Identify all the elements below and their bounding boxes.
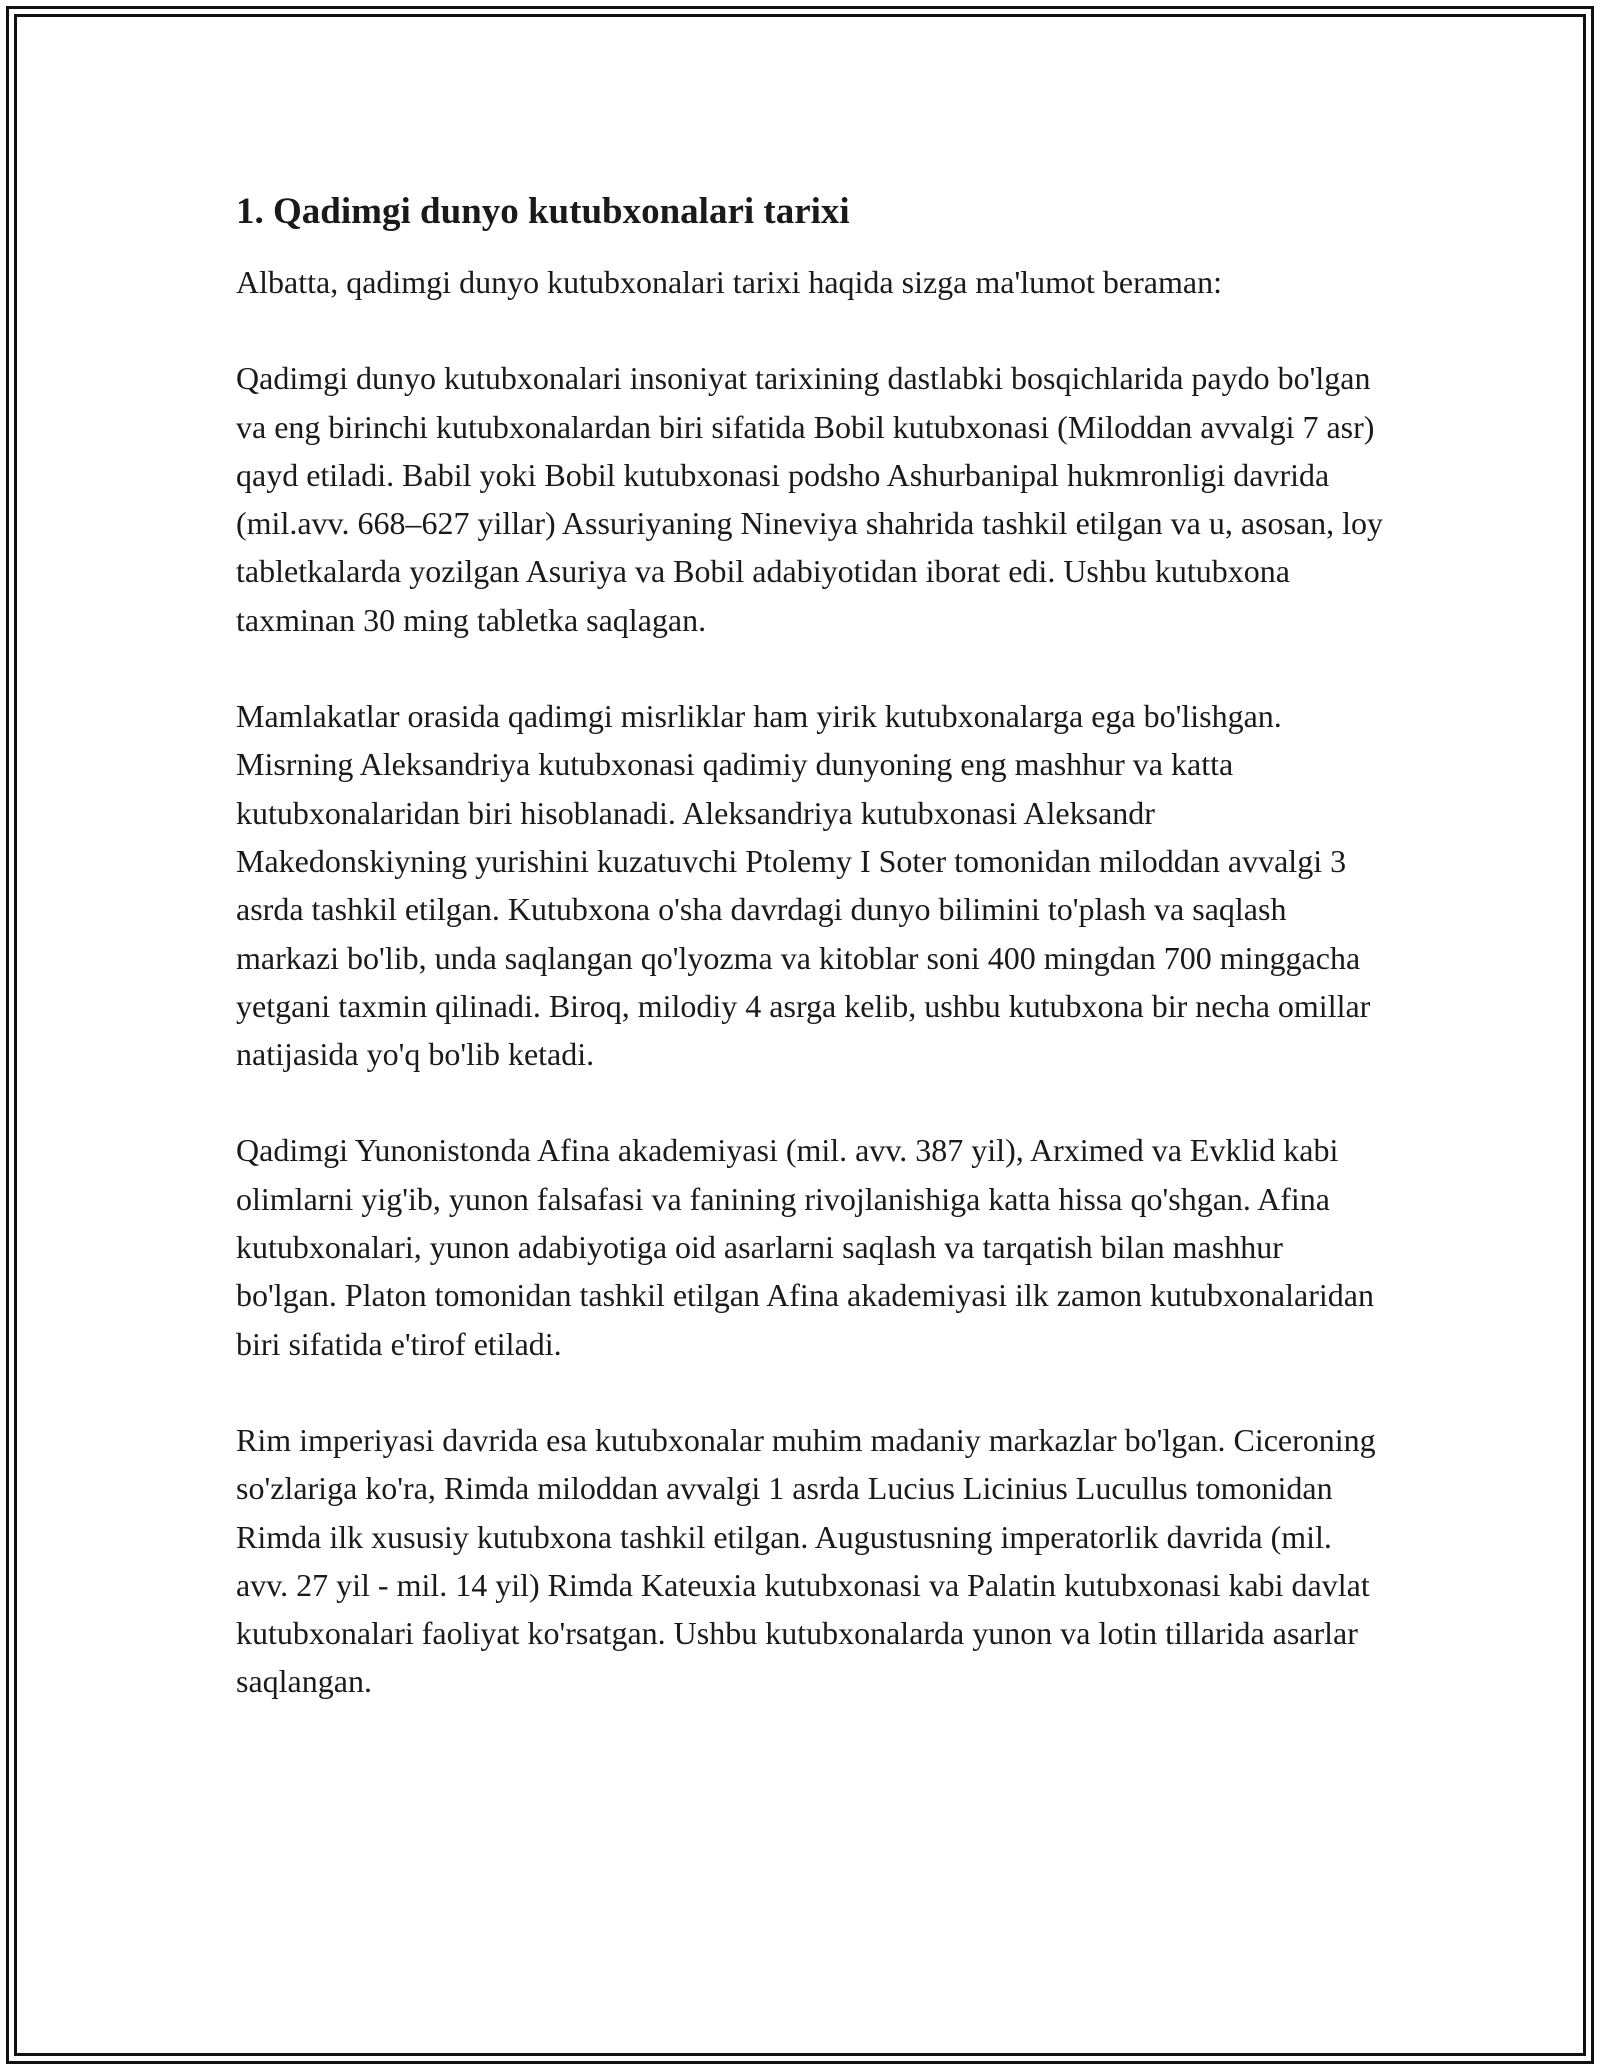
document-title: 1. Qadimgi dunyo kutubxonalari tarixi <box>236 191 850 232</box>
paragraph-rome-libraries: Rim imperiyasi davrida esa kutubxonalar muhim madaniy markazlar bo'lgan. Ciceroning so'zlariga ko'ra, Rimda miloddan avvalgi 1 asrda Lucius Licinius Lucullus tomonidan Rimda ilk xususiy kutubxona tashkil etilgan. Augustusning imperatorlik davrida (mil. avv. 27 yil - mil. 14 yil) Rimda Kateuxia kutubxonasi va Palatin kutubxonasi kabi davlat kutubxonalari faoliyat ko'rsatgan. Ushbu kutubxonalarda yunon va lotin tillarida asarlar saqlangan. <box>236 1421 1376 1700</box>
document-body <box>236 188 1386 1754</box>
intro-paragraph: Albatta, qadimgi dunyo kutubxonalari tarixi haqida sizga ma'lumot beraman: <box>236 264 1222 300</box>
paragraph-afina-academy: Qadimgi Yunonistonda Afina akademiyasi (mil. avv. 387 yil), Arximed va Evklid kabi olimlarni yig'ib, yunon falsafasi va fanining rivojlanishiga katta hissa qo'shgan. Afina kutubxonalari, yunon adabiyotiga oid asarlarni saqlash va tarqatish bilan mashhur bo'lgan. Platon tomonidan tashkil etilgan Afina akademiyasi ilk zamon kutubxonalaridan biri sifatida e'tirof etiladi. <box>236 1132 1374 1362</box>
paragraph-aleksandriya-library: Mamlakatlar orasida qadimgi misrliklar ham yirik kutubxonalarga ega bo'lishgan. Misrning Aleksandriya kutubxonasi qadimiy dunyoning eng mashhur va katta kutubxonalaridan biri hisoblanadi. Aleksandriya kutubxonasi Aleksandr Makedonskiyning yurishini kuzatuvchi Ptolemy I Soter tomonidan miloddan avvalgi 3 asrda tashkil etilgan. Kutubxona o'sha davrdagi dunyo bilimini to'plash va saqlash markazi bo'lib, unda saqlangan qo'lyozma va kitoblar soni 400 mingdan 700 minggacha yetgani taxmin qilinadi. Biroq, milodiy 4 asrga kelib, ushbu kutubxona bir necha omillar natijasida yo'q bo'lib ketadi. <box>236 698 1371 1073</box>
paragraph-bobil-library: Qadimgi dunyo kutubxonalari insoniyat tarixining dastlabki bosqichlarida paydo bo'lgan va eng birinchi kutubxonalardan biri sifatida Bobil kutubxonasi (Miloddan avvalgi 7 asr) qayd etiladi. Babil yoki Bobil kutubxonasi podsho Ashurbanipal hukmronligi davrida (mil.avv. 668–627 yillar) Assuriyaning Nineviya shahrida tashkil etilgan va u, asosan, loy tabletkalarda yozilgan Asuriya va Bobil adabiyotidan iborat edi. Ushbu kutubxona taxminan 30 ming tabletka saqlagan. <box>236 360 1384 638</box>
